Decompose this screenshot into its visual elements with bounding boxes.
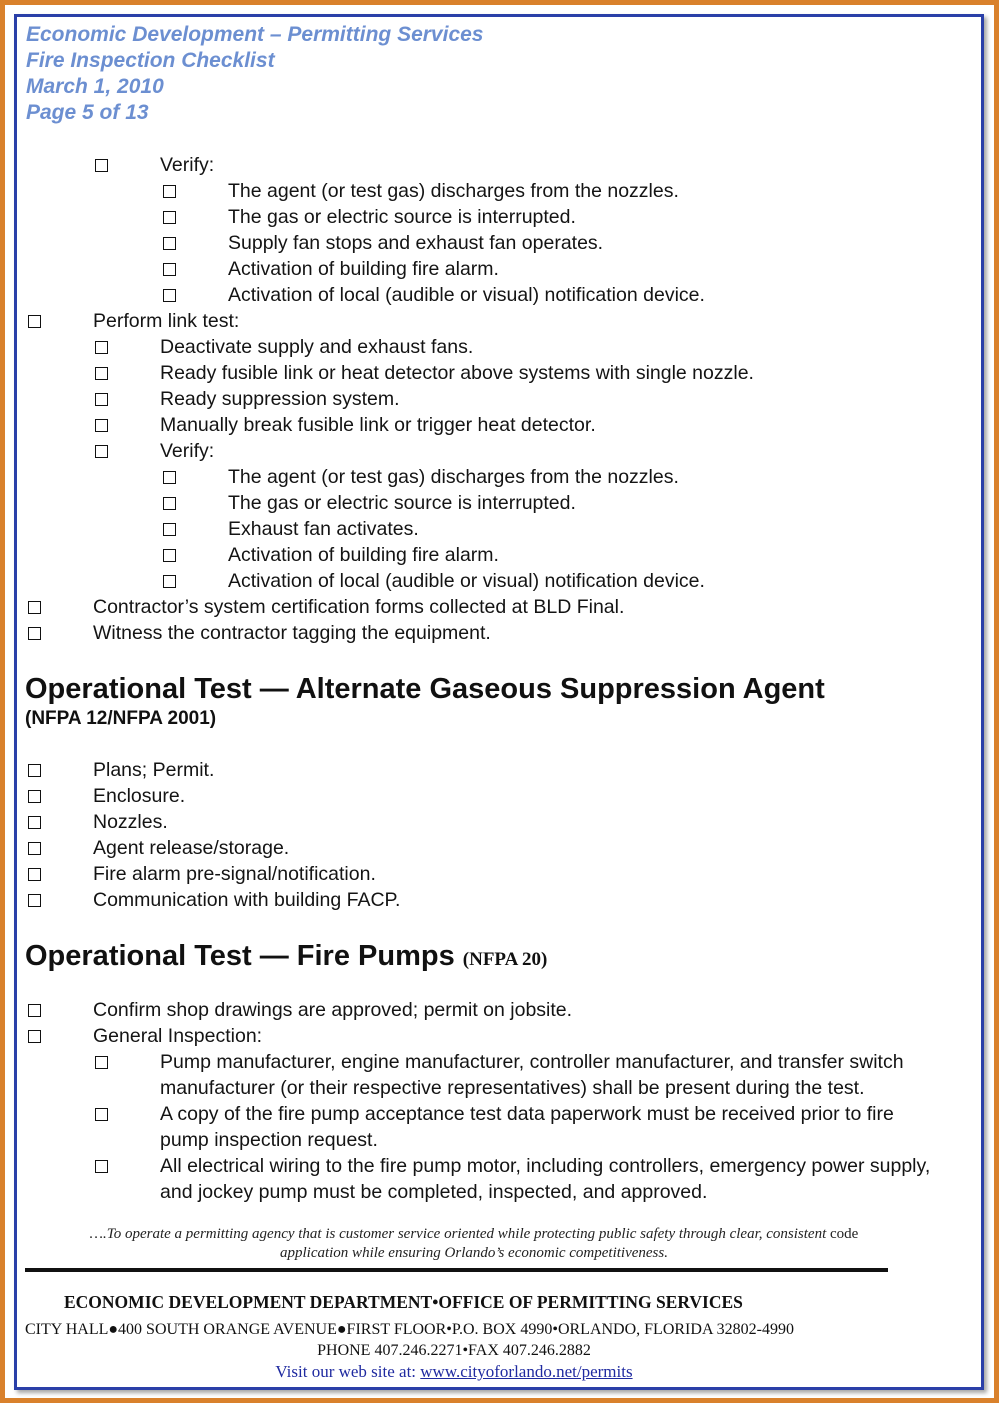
checklist-item-text: All electrical wiring to the fire pump motor, including controllers, emergency power supply,	[160, 1155, 931, 1177]
checklist-item-text: Contractor’s system certification forms collected at BLD Final.	[93, 596, 625, 618]
checklist-item-text: Supply fan stops and exhaust fan operates.	[228, 232, 604, 254]
section-title-pumps	[25, 939, 547, 977]
checklist-item-text: Nozzles.	[93, 811, 168, 833]
checklist-item-text: Agent release/storage.	[93, 837, 290, 859]
checklist-item-text: The agent (or test gas) discharges from the nozzles.	[228, 466, 679, 488]
checklist-item-text: The agent (or test gas) discharges from the nozzles.	[228, 180, 679, 202]
section-title-pumps-text: Operational Test — Fire Pumps	[25, 940, 455, 972]
header-date: March 1, 2010	[26, 75, 164, 98]
checkbox[interactable]	[95, 367, 108, 380]
motto-line-1	[24, 1225, 924, 1244]
checkbox[interactable]	[95, 341, 108, 354]
checkbox[interactable]	[28, 816, 41, 829]
checklist-item-text: Fire alarm pre-signal/notification.	[93, 863, 376, 885]
motto-line-2: application while ensuring Orlando’s economic competitiveness.	[279, 1245, 668, 1261]
checkbox[interactable]	[95, 1056, 108, 1069]
header-page-number: Page 5 of 13	[26, 101, 149, 124]
footer-phone: PHONE 407.246.2271•FAX 407.246.2882	[317, 1342, 591, 1359]
checklist-item-text: A copy of the fire pump acceptance test data paperwork must be received prior to fire	[160, 1103, 894, 1125]
checkbox[interactable]	[95, 445, 108, 458]
checkbox[interactable]	[28, 764, 41, 777]
footer-website	[24, 1360, 884, 1384]
checklist-item-text: Ready suppression system.	[160, 388, 400, 410]
checklist-item-text: The gas or electric source is interrupted.	[228, 492, 576, 514]
checklist-item-text: Activation of building fire alarm.	[228, 544, 499, 566]
checkbox[interactable]	[95, 393, 108, 406]
checklist-item-text: Activation of building fire alarm.	[228, 258, 499, 280]
checkbox[interactable]	[95, 1160, 108, 1173]
checkbox[interactable]	[95, 159, 108, 172]
section-title-gaseous: Operational Test — Alternate Gaseous Suppression Agent	[25, 673, 825, 705]
checkbox[interactable]	[28, 1004, 41, 1017]
checkbox[interactable]	[163, 263, 176, 276]
motto-code-word: code	[829, 1226, 859, 1242]
checklist-item-text: Ready fusible link or heat detector above systems with single nozzle.	[160, 362, 754, 384]
checklist-item-text: Confirm shop drawings are approved; permit on jobsite.	[93, 999, 573, 1021]
checkbox[interactable]	[163, 211, 176, 224]
footer-department: ECONOMIC DEVELOPMENT DEPARTMENT•OFFICE OF PERMITTING SERVICES	[64, 1292, 743, 1312]
checklist-item-text: Activation of local (audible or visual) notification device.	[228, 570, 705, 592]
checklist-item-text: Perform link test:	[93, 310, 240, 332]
checkbox[interactable]	[163, 185, 176, 198]
checkbox[interactable]	[28, 1030, 41, 1043]
checkbox[interactable]	[163, 237, 176, 250]
checklist-item-text: Pump manufacturer, engine manufacturer, controller manufacturer, and transfer switch	[160, 1051, 904, 1073]
checklist-item-text: Activation of local (audible or visual) notification device.	[228, 284, 705, 306]
checklist-item-text: manufacturer (or their respective representatives) shall be present during the test.	[160, 1077, 865, 1099]
checklist-item-text: Exhaust fan activates.	[228, 518, 419, 540]
checklist-item-text: Manually break fusible link or trigger heat detector.	[160, 414, 596, 436]
checklist-item-text: Verify:	[160, 440, 215, 462]
motto-text-1: ….To operate a permitting agency that is customer service oriented while protecting public safety through clear, consistent	[89, 1226, 827, 1242]
checklist-item-text: pump inspection request.	[160, 1129, 378, 1151]
checkbox[interactable]	[163, 575, 176, 588]
footer-divider	[25, 1268, 888, 1272]
checklist-item-text: Enclosure.	[93, 785, 186, 807]
checkbox[interactable]	[28, 842, 41, 855]
checkbox[interactable]	[163, 471, 176, 484]
checkbox[interactable]	[163, 549, 176, 562]
checklist-item-text: Verify:	[160, 154, 215, 176]
checkbox[interactable]	[28, 315, 41, 328]
section-subtitle-gaseous: (NFPA 12/NFPA 2001)	[25, 708, 217, 729]
checkbox[interactable]	[95, 1108, 108, 1121]
checkbox[interactable]	[163, 497, 176, 510]
checkbox[interactable]	[28, 601, 41, 614]
checkbox[interactable]	[28, 868, 41, 881]
checklist-item-text: Plans; Permit.	[93, 759, 215, 781]
checkbox[interactable]	[163, 289, 176, 302]
checklist-item-text: Communication with building FACP.	[93, 889, 401, 911]
website-link[interactable]: www.cityoforlando.net/permits	[420, 1362, 633, 1381]
checkbox[interactable]	[28, 894, 41, 907]
document-header	[26, 22, 484, 126]
checkbox[interactable]	[28, 627, 41, 640]
checklist-item-text: The gas or electric source is interrupted.	[228, 206, 576, 228]
footer-address: CITY HALL●400 SOUTH ORANGE AVENUE●FIRST FLOOR•P.O. BOX 4990•ORLANDO, FLORIDA 32802-4990	[25, 1321, 794, 1338]
checklist-item-text: and jockey pump must be completed, inspected, and approved.	[160, 1181, 708, 1203]
checkbox[interactable]	[95, 419, 108, 432]
header-department: Economic Development – Permitting Services	[26, 23, 484, 46]
header-title: Fire Inspection Checklist	[26, 49, 275, 72]
footer-web-prefix: Visit our web site at:	[275, 1362, 417, 1381]
section-title-pumps-suffix: (NFPA 20)	[462, 949, 548, 970]
checkbox[interactable]	[28, 790, 41, 803]
checkbox[interactable]	[163, 523, 176, 536]
checklist-item-text: Deactivate supply and exhaust fans.	[160, 336, 474, 358]
checklist-item-text: General Inspection:	[93, 1025, 263, 1047]
checklist-item-text: Witness the contractor tagging the equipment.	[93, 622, 491, 644]
